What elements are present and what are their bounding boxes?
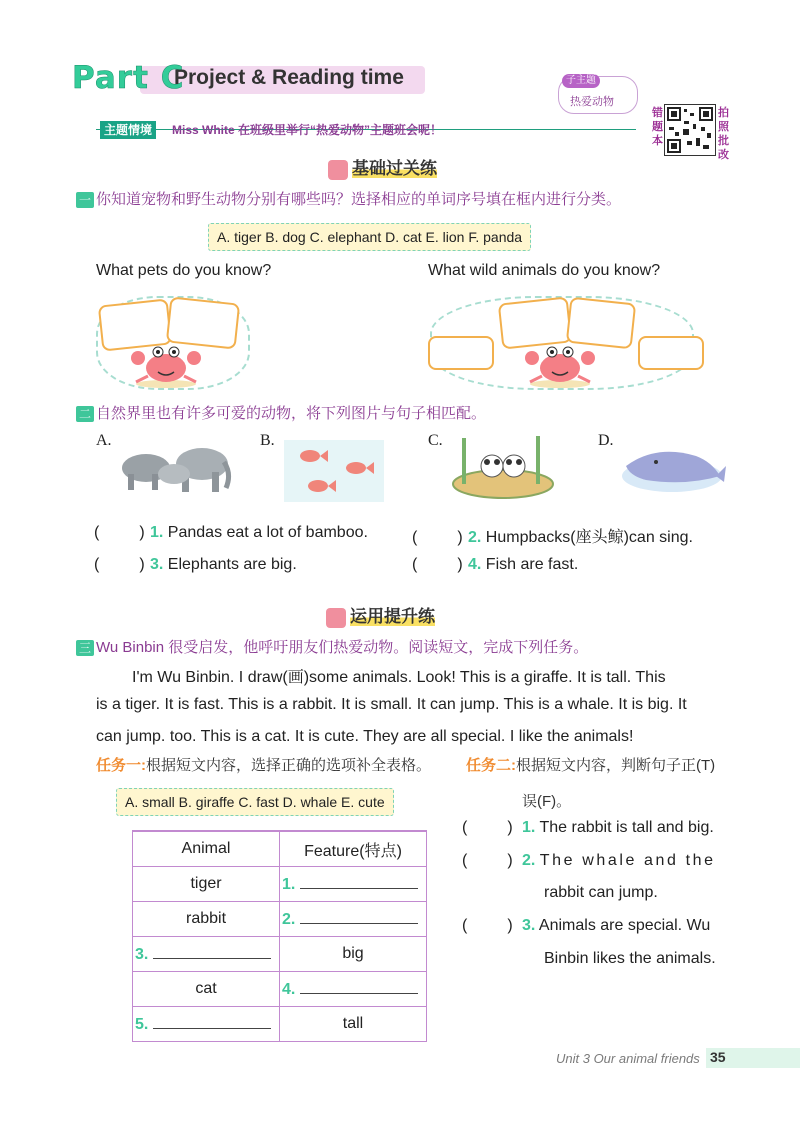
section-basic-title: 基础过关练 bbox=[328, 154, 437, 180]
answer-blank-paren[interactable]: ( ) bbox=[412, 556, 463, 573]
q2-number: 二 bbox=[76, 406, 94, 422]
answer-blank-paren[interactable]: ( ) bbox=[462, 917, 513, 934]
passage-line-2: is a tiger. It is fast. This is a rabbit. It is small. It can jump. This is a whale. It is big. It bbox=[96, 696, 687, 713]
wrong-notebook-label: 错题本 bbox=[652, 107, 663, 147]
answer-blank-paren[interactable]: ( ) bbox=[462, 852, 513, 869]
apple-book-icon bbox=[328, 160, 348, 180]
qr-code-icon[interactable] bbox=[664, 104, 716, 156]
pandas-image bbox=[448, 432, 558, 507]
pic-label-a: A. bbox=[96, 432, 112, 449]
passage-line-3: can jump. too. This is a cat. It is cute. They are all special. I like the animals! bbox=[96, 728, 634, 745]
wild-animals-question: What wild animals do you know? bbox=[428, 262, 661, 279]
page-number: 35 bbox=[710, 1049, 726, 1065]
passage-line-1: I'm Wu Binbin. I draw(画)some animals. Look! This is a giraffe. It is tall. This bbox=[132, 669, 666, 686]
answer-blank-paren[interactable]: ( ) bbox=[412, 529, 463, 546]
table-row: 3. big bbox=[133, 937, 427, 972]
tf-item-2: ( ) 2. The whale and the bbox=[462, 852, 716, 869]
table-row: 5. tall bbox=[133, 1007, 427, 1042]
table-header-animal: Animal bbox=[133, 831, 280, 867]
q1-word-options: A. tiger B. dog C. elephant D. cat E. lion F. panda bbox=[208, 223, 531, 251]
elephants-image bbox=[116, 440, 234, 503]
pic-label-b: B. bbox=[260, 432, 275, 449]
q2-instruction: 二 自然界里也有许多可爱的动物，将下列图片与句子相匹配。 bbox=[76, 402, 486, 423]
q1-instruction: 一 你知道宠物和野生动物分别有哪些吗？选择相应的单词序号填在框内进行分类。 bbox=[76, 188, 621, 209]
answer-blank-paren[interactable]: ( ) bbox=[94, 556, 145, 573]
answer-blank-paren[interactable]: ( ) bbox=[94, 524, 145, 541]
pets-question: What pets do you know? bbox=[96, 262, 272, 279]
table-row: tiger 1. bbox=[133, 867, 427, 902]
pen-book-icon bbox=[326, 608, 346, 628]
wild-answer-box-3[interactable] bbox=[428, 336, 494, 370]
table-row: rabbit 2. bbox=[133, 902, 427, 937]
crab-icon bbox=[522, 336, 598, 393]
q2-item-3: ( ) 3. Elephants are big. bbox=[94, 556, 297, 573]
q2-item-1: ( ) 1. Pandas eat a lot of bamboo. bbox=[94, 524, 368, 541]
part-label: Part C bbox=[72, 60, 185, 96]
fill-blank[interactable] bbox=[300, 909, 418, 924]
section-advanced-title: 运用提升练 bbox=[326, 602, 435, 628]
task1-instruction: 任务一:根据短文内容，选择正确的选项补全表格。 bbox=[96, 757, 432, 774]
fill-blank[interactable] bbox=[300, 874, 418, 889]
pic-label-c: C. bbox=[428, 432, 443, 449]
sub-theme-badge-label: 子主题 bbox=[562, 74, 600, 88]
tf-item-3-cont: Binbin likes the animals. bbox=[544, 950, 716, 967]
tf-item-2-cont: rabbit can jump. bbox=[544, 884, 658, 901]
footer-unit: Unit 3 Our animal friends bbox=[556, 1051, 700, 1066]
fill-blank[interactable] bbox=[300, 979, 418, 994]
q2-item-4: ( ) 4. Fish are fast. bbox=[412, 556, 579, 573]
table-header-feature: Feature(特点) bbox=[280, 831, 427, 867]
theme-text: Miss White 在班级里举行“热爱动物”主题班会呢！ bbox=[172, 123, 443, 137]
feature-table bbox=[132, 830, 427, 1042]
fish-image bbox=[284, 440, 384, 507]
sub-theme-text: 热爱动物 bbox=[570, 96, 614, 108]
q1-number: 一 bbox=[76, 192, 94, 208]
crab-icon bbox=[128, 336, 204, 393]
page-title: Project & Reading time bbox=[174, 66, 404, 89]
table-row: cat 4. bbox=[133, 972, 427, 1007]
fill-blank[interactable] bbox=[153, 1014, 271, 1029]
tf-item-3: ( ) 3. Animals are special. Wu bbox=[462, 917, 711, 934]
q2-item-2: ( ) 2. Humpbacks(座头鲸)can sing. bbox=[412, 529, 693, 546]
task2-instruction-cont: 误(F)。 bbox=[522, 793, 572, 810]
theme-tag: 主题情境 bbox=[100, 121, 156, 139]
fill-blank[interactable] bbox=[153, 944, 271, 959]
whale-image bbox=[616, 436, 728, 505]
pic-label-d: D. bbox=[598, 432, 614, 449]
q3-number: 三 bbox=[76, 640, 94, 656]
q3-instruction: 三 Wu Binbin 很受启发，他呼吁朋友们热爱动物。阅读短文，完成下列任务。 bbox=[76, 636, 588, 657]
photo-correction-label: 拍照批改 bbox=[718, 107, 729, 161]
answer-blank-paren[interactable]: ( ) bbox=[462, 819, 513, 836]
task2-instruction: 任务二:根据短文内容，判断句子正(T) bbox=[466, 757, 716, 774]
wild-answer-box-4[interactable] bbox=[638, 336, 704, 370]
task1-options: A. small B. giraffe C. fast D. whale E. cute bbox=[116, 788, 394, 816]
tf-item-1: ( ) 1. The rabbit is tall and big. bbox=[462, 819, 714, 836]
